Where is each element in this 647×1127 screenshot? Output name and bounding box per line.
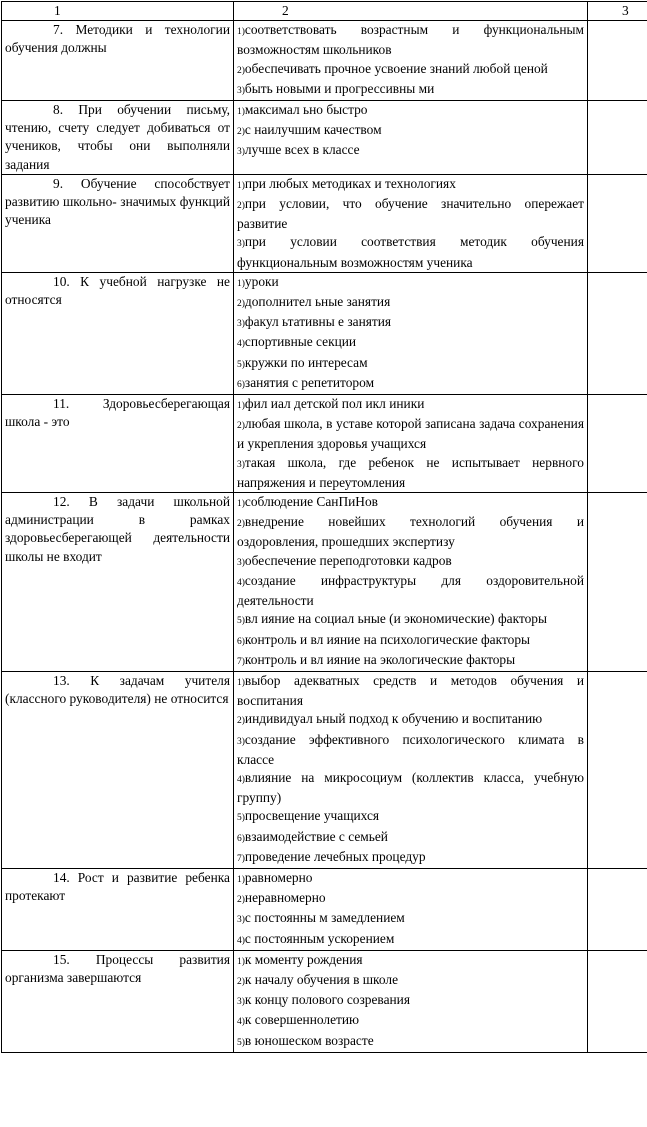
answer-option <box>237 552 584 572</box>
answer-text: при любых методиках и технологиях <box>244 175 456 191</box>
answer-option <box>237 80 584 100</box>
answer-number: 4) <box>237 774 245 785</box>
answers-cell <box>234 101 588 175</box>
answer-number: 5) <box>237 359 245 370</box>
answer-option <box>237 121 584 141</box>
answer-number: 1) <box>237 401 245 412</box>
question-row <box>2 395 647 493</box>
answer-number: 2) <box>237 299 245 310</box>
answer-text: факул ьтативны е занятия <box>244 314 392 330</box>
answers-cell <box>234 174 588 272</box>
answer-text: контроль и вл ияние на экологические факторы <box>244 651 516 667</box>
answer-number: 1) <box>237 180 245 191</box>
question-row <box>2 671 647 868</box>
answer-number: 3) <box>237 239 245 250</box>
answer-number: 4) <box>237 339 245 350</box>
answer-text: к моменту рождения <box>244 951 363 967</box>
question-text: 15. Процессы развития организма завершаются <box>5 951 230 985</box>
answer-text: соблюдение СанПиНов <box>244 494 378 510</box>
answers-cell <box>234 21 588 101</box>
answer-text: к совершеннолетию <box>244 1012 360 1028</box>
question-cell <box>2 21 234 101</box>
answer-option <box>237 273 584 293</box>
header-col-3 <box>588 2 647 21</box>
question-row <box>2 101 647 175</box>
answer-number: 2) <box>237 421 245 432</box>
answer-text: неравномерно <box>244 890 326 906</box>
question-text: 8. При обучении письму, чтению, счету следует добиваться от учеников, чтобы они выполняли задания <box>5 102 230 172</box>
answer-number: 3) <box>237 915 245 926</box>
empty-cell <box>588 671 647 868</box>
answer-number: 2) <box>237 519 245 530</box>
answer-number: 2) <box>237 127 245 138</box>
answer-option <box>237 672 584 710</box>
answer-option <box>237 21 584 59</box>
question-text: 7. Методики и технологии обучения должны <box>5 22 230 56</box>
answer-number: 2) <box>237 65 245 76</box>
document-page <box>1 1 647 1053</box>
answer-option <box>237 807 584 827</box>
answer-text: проведение лечебных процедур <box>244 848 426 864</box>
question-text: 10. К учебной нагрузке не относятся <box>5 273 230 308</box>
answer-option <box>237 395 584 415</box>
answer-number: 3) <box>237 147 245 158</box>
answers-cell <box>234 395 588 493</box>
answer-number: 3) <box>237 459 245 470</box>
question-cell <box>2 671 234 868</box>
answer-number: 5) <box>237 1037 245 1048</box>
empty-cell <box>588 493 647 672</box>
answer-number: 1) <box>237 107 245 118</box>
answer-number: 4) <box>237 1017 245 1028</box>
answer-text: вл ияние на социал ьные (и экономические) факторы <box>244 611 548 627</box>
answer-option <box>237 293 584 313</box>
answer-option <box>237 848 584 868</box>
answer-text: занятия с репетитором <box>244 374 375 390</box>
answer-number: 4) <box>237 577 245 588</box>
answer-text: к началу обучения в школе <box>244 971 399 987</box>
answer-option <box>237 333 584 353</box>
answer-option <box>237 909 584 929</box>
question-cell <box>2 101 234 175</box>
answer-option <box>237 233 584 271</box>
answer-text: кружки по интересам <box>244 354 368 370</box>
answer-option <box>237 513 584 551</box>
answer-text: к концу полового созревания <box>244 992 411 1008</box>
header-col-2 <box>234 2 588 21</box>
answer-option <box>237 710 584 730</box>
answer-text: с наилучшим качеством <box>244 122 382 138</box>
answer-number: 3) <box>237 319 245 330</box>
answer-number: 5) <box>237 616 245 627</box>
answer-text: быть новыми и прогрессивны ми <box>244 80 435 96</box>
answers-cell <box>234 493 588 672</box>
answer-option <box>237 60 584 80</box>
answer-option <box>237 869 584 889</box>
answer-text: спортивные секции <box>244 334 357 350</box>
question-row <box>2 950 647 1052</box>
answer-text: обеспечивать прочное усвоение знаний любой ценой <box>244 60 548 76</box>
answer-option <box>237 1011 584 1031</box>
answer-text: индивидуал ьный подход к обучению и воспитанию <box>244 711 543 727</box>
answer-option <box>237 493 584 513</box>
empty-cell <box>588 395 647 493</box>
answer-option <box>237 572 584 610</box>
question-cell <box>2 174 234 272</box>
empty-cell <box>588 950 647 1052</box>
answer-text: соответствовать возрастным и функциональным возможностям школьников <box>237 22 584 58</box>
answer-text: с постоянны м замедлением <box>244 910 405 926</box>
answer-text: обеспечение переподготовки кадров <box>244 552 452 568</box>
question-row <box>2 21 647 101</box>
answer-text: любая школа, в уставе которой записана задача сохранения и укрепления здоровья учащихся <box>237 416 584 452</box>
answer-number: 2) <box>237 895 245 906</box>
header-col-2-label: 2 <box>282 3 289 18</box>
answer-option <box>237 195 584 233</box>
answer-text: в юношеском возрасте <box>244 1032 374 1048</box>
question-cell <box>2 272 234 394</box>
answer-option <box>237 951 584 971</box>
answer-text: максимал ьно быстро <box>244 102 368 118</box>
answers-cell <box>234 272 588 394</box>
question-text: 14. Рост и развитие ребенка протекают <box>5 869 230 904</box>
empty-cell <box>588 174 647 272</box>
answer-text: дополнител ьные занятия <box>244 294 391 310</box>
answer-option <box>237 930 584 950</box>
answer-option <box>237 141 584 161</box>
answer-number: 6) <box>237 833 245 844</box>
answer-option <box>237 1032 584 1052</box>
answer-option <box>237 175 584 195</box>
answer-option <box>237 454 584 492</box>
answer-option <box>237 971 584 991</box>
answer-option <box>237 610 584 630</box>
header-col-3-label: 3 <box>622 3 629 18</box>
empty-cell <box>588 272 647 394</box>
answers-cell <box>234 950 588 1052</box>
answer-text: такая школа, где ребенок не испытывает нервного напряжения и переутомления <box>237 454 584 490</box>
answer-number: 2) <box>237 716 245 727</box>
answer-text: создание эффективного психологического климата в классе <box>237 731 584 767</box>
answer-option <box>237 354 584 374</box>
answer-number: 3) <box>237 85 245 96</box>
question-row <box>2 868 647 950</box>
answer-text: фил иал детской пол икл иники <box>244 396 425 412</box>
answer-number: 3) <box>237 997 245 1008</box>
answer-option <box>237 769 584 807</box>
answer-option <box>237 101 584 121</box>
question-row <box>2 272 647 394</box>
answer-text: просвещение учащихся <box>244 808 380 824</box>
answer-option <box>237 991 584 1011</box>
answer-option <box>237 631 584 651</box>
answer-text: внедрение новейших технологий обучения и оздоровления, прошедших экспертизу <box>237 514 584 550</box>
test-table <box>1 1 647 1053</box>
empty-cell <box>588 21 647 101</box>
answer-number: 2) <box>237 976 245 987</box>
answer-text: при условии соответствия методик обучения функциональным возможностям ученика <box>237 234 584 270</box>
header-col-1-label: 1 <box>54 3 61 18</box>
answer-text: влияние на микросоциум (коллектив класса, учебную группу) <box>237 769 584 806</box>
answers-cell <box>234 671 588 868</box>
header-col-1 <box>2 2 234 21</box>
question-cell <box>2 493 234 672</box>
answer-option <box>237 415 584 453</box>
empty-cell <box>588 868 647 950</box>
answers-cell <box>234 868 588 950</box>
answer-text: создание инфраструктуры для оздоровительной деятельности <box>237 572 584 609</box>
test-table-body <box>2 2 647 1053</box>
answer-text: взаимодействие с семьей <box>244 828 388 844</box>
answer-text: при условии, что обучение значительно опережает развитие <box>237 196 584 232</box>
answer-number: 4) <box>237 935 245 946</box>
question-text: 9. Обучение способствует развитию школьно- значимых функций ученика <box>5 175 230 228</box>
answer-number: 1) <box>237 278 245 289</box>
question-text: 11. Здоровьесберегающая школа - это <box>5 396 230 430</box>
answer-text: равномерно <box>244 869 313 885</box>
header-row <box>2 2 647 21</box>
answer-number: 6) <box>237 636 245 647</box>
answer-option <box>237 651 584 671</box>
answer-number: 7) <box>237 656 245 667</box>
answer-option <box>237 828 584 848</box>
question-text: 13. К задачам учителя (классного руководителя) не относится <box>5 672 230 707</box>
answer-number: 1) <box>237 27 245 38</box>
question-text: 12. В задачи школьной администрации в рамках здоровьесберегающей деятельности школы не входит <box>5 494 230 564</box>
question-cell <box>2 868 234 950</box>
question-row <box>2 174 647 272</box>
answer-number: 1) <box>237 956 245 967</box>
answer-option <box>237 889 584 909</box>
answer-number: 1) <box>237 677 245 688</box>
answer-number: 7) <box>237 853 245 864</box>
answer-number: 3) <box>237 557 245 568</box>
answer-text: с постоянным ускорением <box>244 930 395 946</box>
answer-text: контроль и вл ияние на психологические факторы <box>244 631 531 647</box>
answer-option <box>237 374 584 394</box>
answer-number: 1) <box>237 874 245 885</box>
question-cell <box>2 395 234 493</box>
empty-cell <box>588 101 647 175</box>
answer-number: 5) <box>237 813 245 824</box>
answer-number: 6) <box>237 379 245 390</box>
answer-number: 1) <box>237 499 245 510</box>
answer-number: 2) <box>237 201 245 212</box>
question-row <box>2 493 647 672</box>
answer-text: уроки <box>244 273 279 289</box>
answer-text: лучше всех в классе <box>244 142 360 158</box>
answer-number: 3) <box>237 736 245 747</box>
answer-option <box>237 313 584 333</box>
question-cell <box>2 950 234 1052</box>
answer-text: выбор адекватных средств и методов обучения и воспитания <box>237 672 584 709</box>
answer-option <box>237 731 584 769</box>
